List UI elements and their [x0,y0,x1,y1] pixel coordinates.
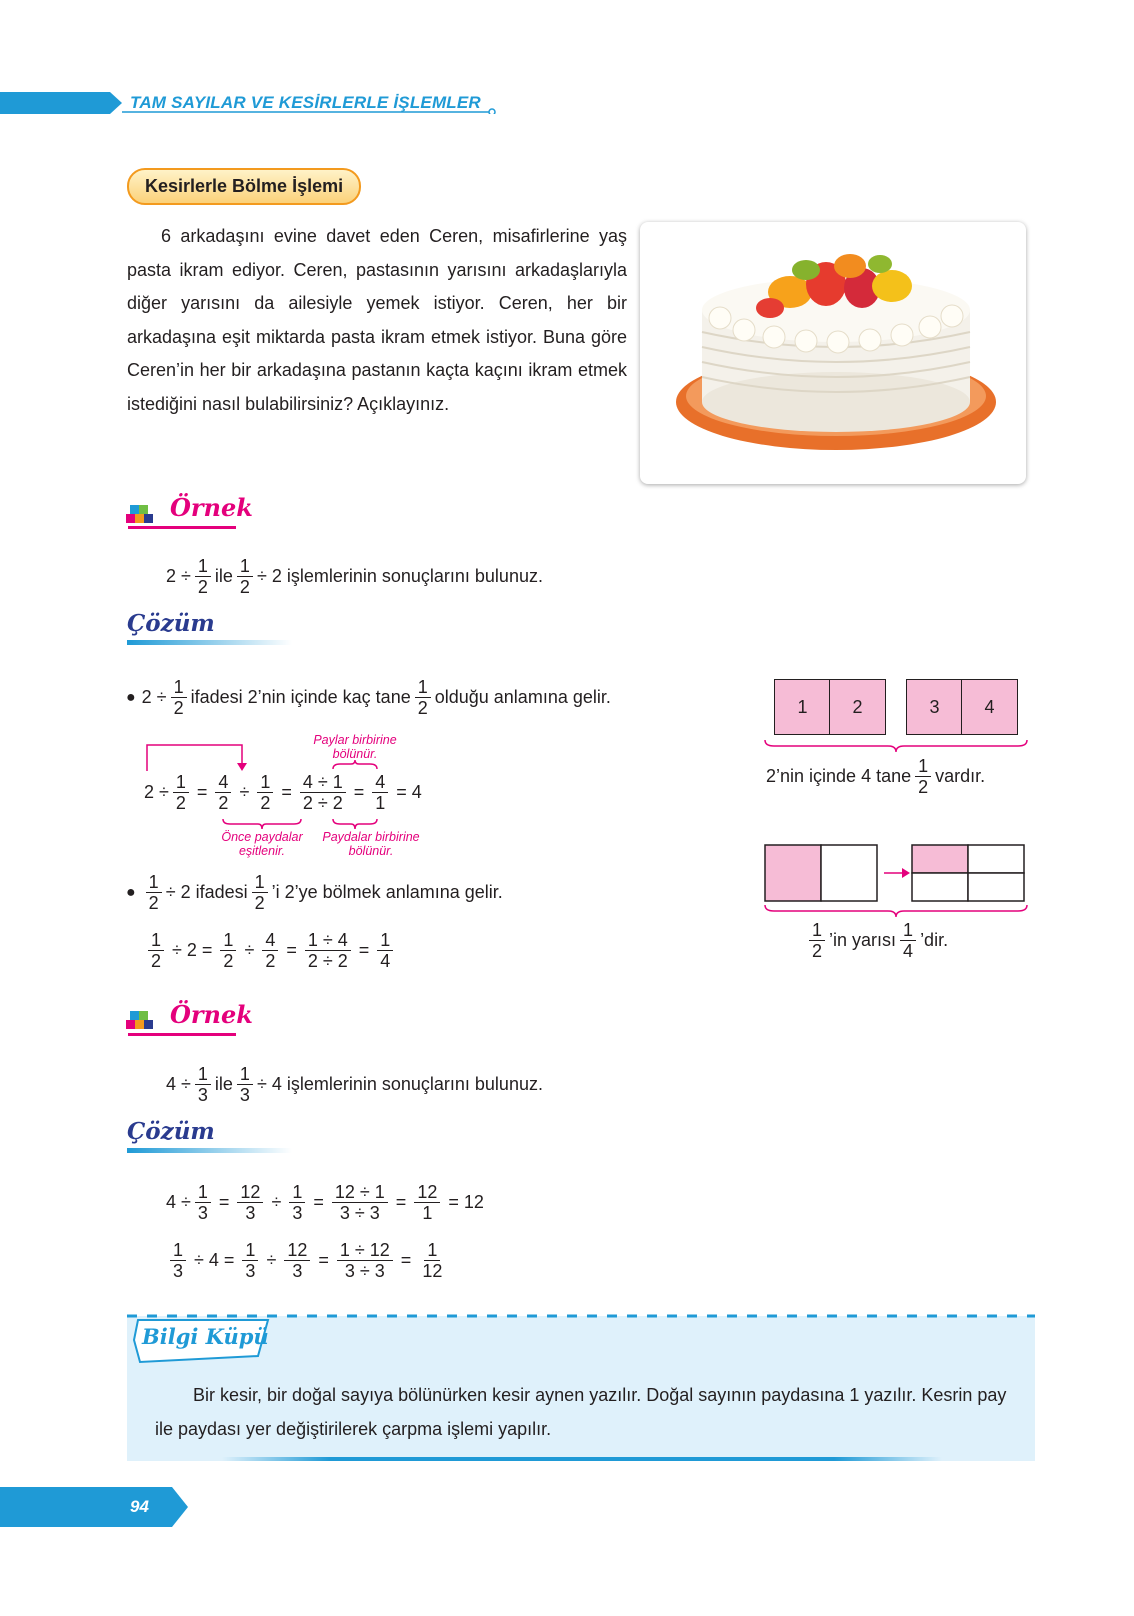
example-heading: Örnek [170,1000,253,1029]
solution2-equation2: $\frac{1}{3}$ ÷ 4 = $\frac{1}{3}$ ÷ $\frac{12}{3}$ = $\frac{1 \div 12}{3 \div 3}$ = $\frac{1}{12}$ [166,1240,449,1281]
solution1-bullet2: ● $\frac{1}{2}$ ÷ 2 ifadesi 1 2 ’i 2’ye bölmek anlamına gelir. [126,872,503,913]
quarters-diagram [764,844,1028,904]
cube-icon [124,1006,156,1034]
brace-diagram1 [764,739,1028,753]
intro-paragraph: 6 arkadaşını evine davet eden Ceren, misafirlerine yaş pasta ikram ediyor. Ceren, pastasının yarısını arkadaşlarıyla diğer yarısını da ailesiyle yemek istiyor. Ceren, her bir arkadaşına eşit miktarda pasta ikram etmek istiyor. Buna göre Ceren’in her bir arkadaşına pastanın kaçta kaçını ikram etmek istediğini nasıl bulabilirsiniz? Açıklayınız. [127,226,627,414]
section-title: Kesirlerle Bölme İşlemi [127,168,361,205]
solution1-equation2: $\frac{1}{2}$ ÷ 2 = $\frac{1}{2}$ ÷ $\frac{4}{2}$ = $\frac{1 \div 4}{2 \div 2}$ = $\frac{1}{4}$ [144,930,397,971]
example2-question: 4 ÷ $\frac{1}{3}$ ile $\frac{1}{3}$ ÷ 4 işlemlerinin sonuçlarını bulunuz. [166,1064,543,1105]
info-text: Bir kesir, bir doğal sayıya bölünürken kesir aynen yazılır. Doğal sayının paydasına 1 yazılır. Kesrin pay ile paydası yer değiştirilerek çarpma işlemi yapılır. [155,1385,1007,1439]
cake-photo [640,222,1026,484]
brace-bottom-right [332,818,378,829]
brace-bottom-left [222,818,302,829]
solution-heading: Çözüm [127,610,215,637]
cube-icon [124,500,156,528]
brace-diagram2 [764,904,1028,918]
brace-top [332,760,378,770]
fraction: $\frac{1}{2}$ [195,556,211,597]
chapter-title: TAM SAYILAR VE KESİRLERLE İŞLEMLER [130,93,481,112]
solution1-bullet1: ● 2 ÷ $\frac{1}{2}$ ifadesi 2’nin içinde kaç tane 1 2 olduğu anlamına gelir. [126,677,611,718]
note-numerators: Paylar birbirine bölünür. [313,733,397,761]
solution1-equation1: 2 ÷ $\frac{1}{2}$ = $\frac{4}{2}$ ÷ $\frac{1}{2}$ = $\frac{4 \div 1}{2 \div 2}$ = $\frac{4}{1}$ = 4 [144,772,422,813]
page-number-tab [0,1487,190,1527]
halves-diagram [774,679,1024,735]
example1-question: 2 ÷ $\frac{1}{2}$ ile $\frac{1}{2}$ ÷ 2 işlemlerinin sonuçlarını bulunuz. [166,556,543,597]
solution-heading: Çözüm [127,1118,215,1145]
page-number: 94 [130,1497,149,1516]
diagram1-caption: 2’nin içinde 4 tane 1 2 vardır. [766,756,986,797]
example-heading: Örnek [170,493,253,522]
box-4: 4 [961,679,1018,735]
info-title: Bilgi Küpü [142,1324,269,1349]
heading-underline [128,1033,236,1036]
box-2: 2 [829,679,886,735]
heading-underline [128,526,236,529]
box-3: 3 [906,679,963,735]
diagram2-caption: 1 2 ’in yarısı 1 4 ’dir. [805,920,948,961]
fraction: $\frac{1}{2}$ [237,556,253,597]
box-1: 1 [774,679,831,735]
arrow-connector [146,743,250,773]
note-denominators: Paydalar birbirine bölünür. [322,830,420,858]
solution2-equation1: 4 ÷ $\frac{1}{3}$ = $\frac{12}{3}$ ÷ $\frac{1}{3}$ = $\frac{12 \div 1}{3 \div 3}$ = $\frac{12}{1}$ = 12 [166,1182,484,1223]
info-bottom-line [222,1457,942,1461]
heading-underline [127,1148,292,1153]
note-equalize: Önce paydalar eşitlenir. [221,830,303,858]
heading-underline [127,640,292,645]
